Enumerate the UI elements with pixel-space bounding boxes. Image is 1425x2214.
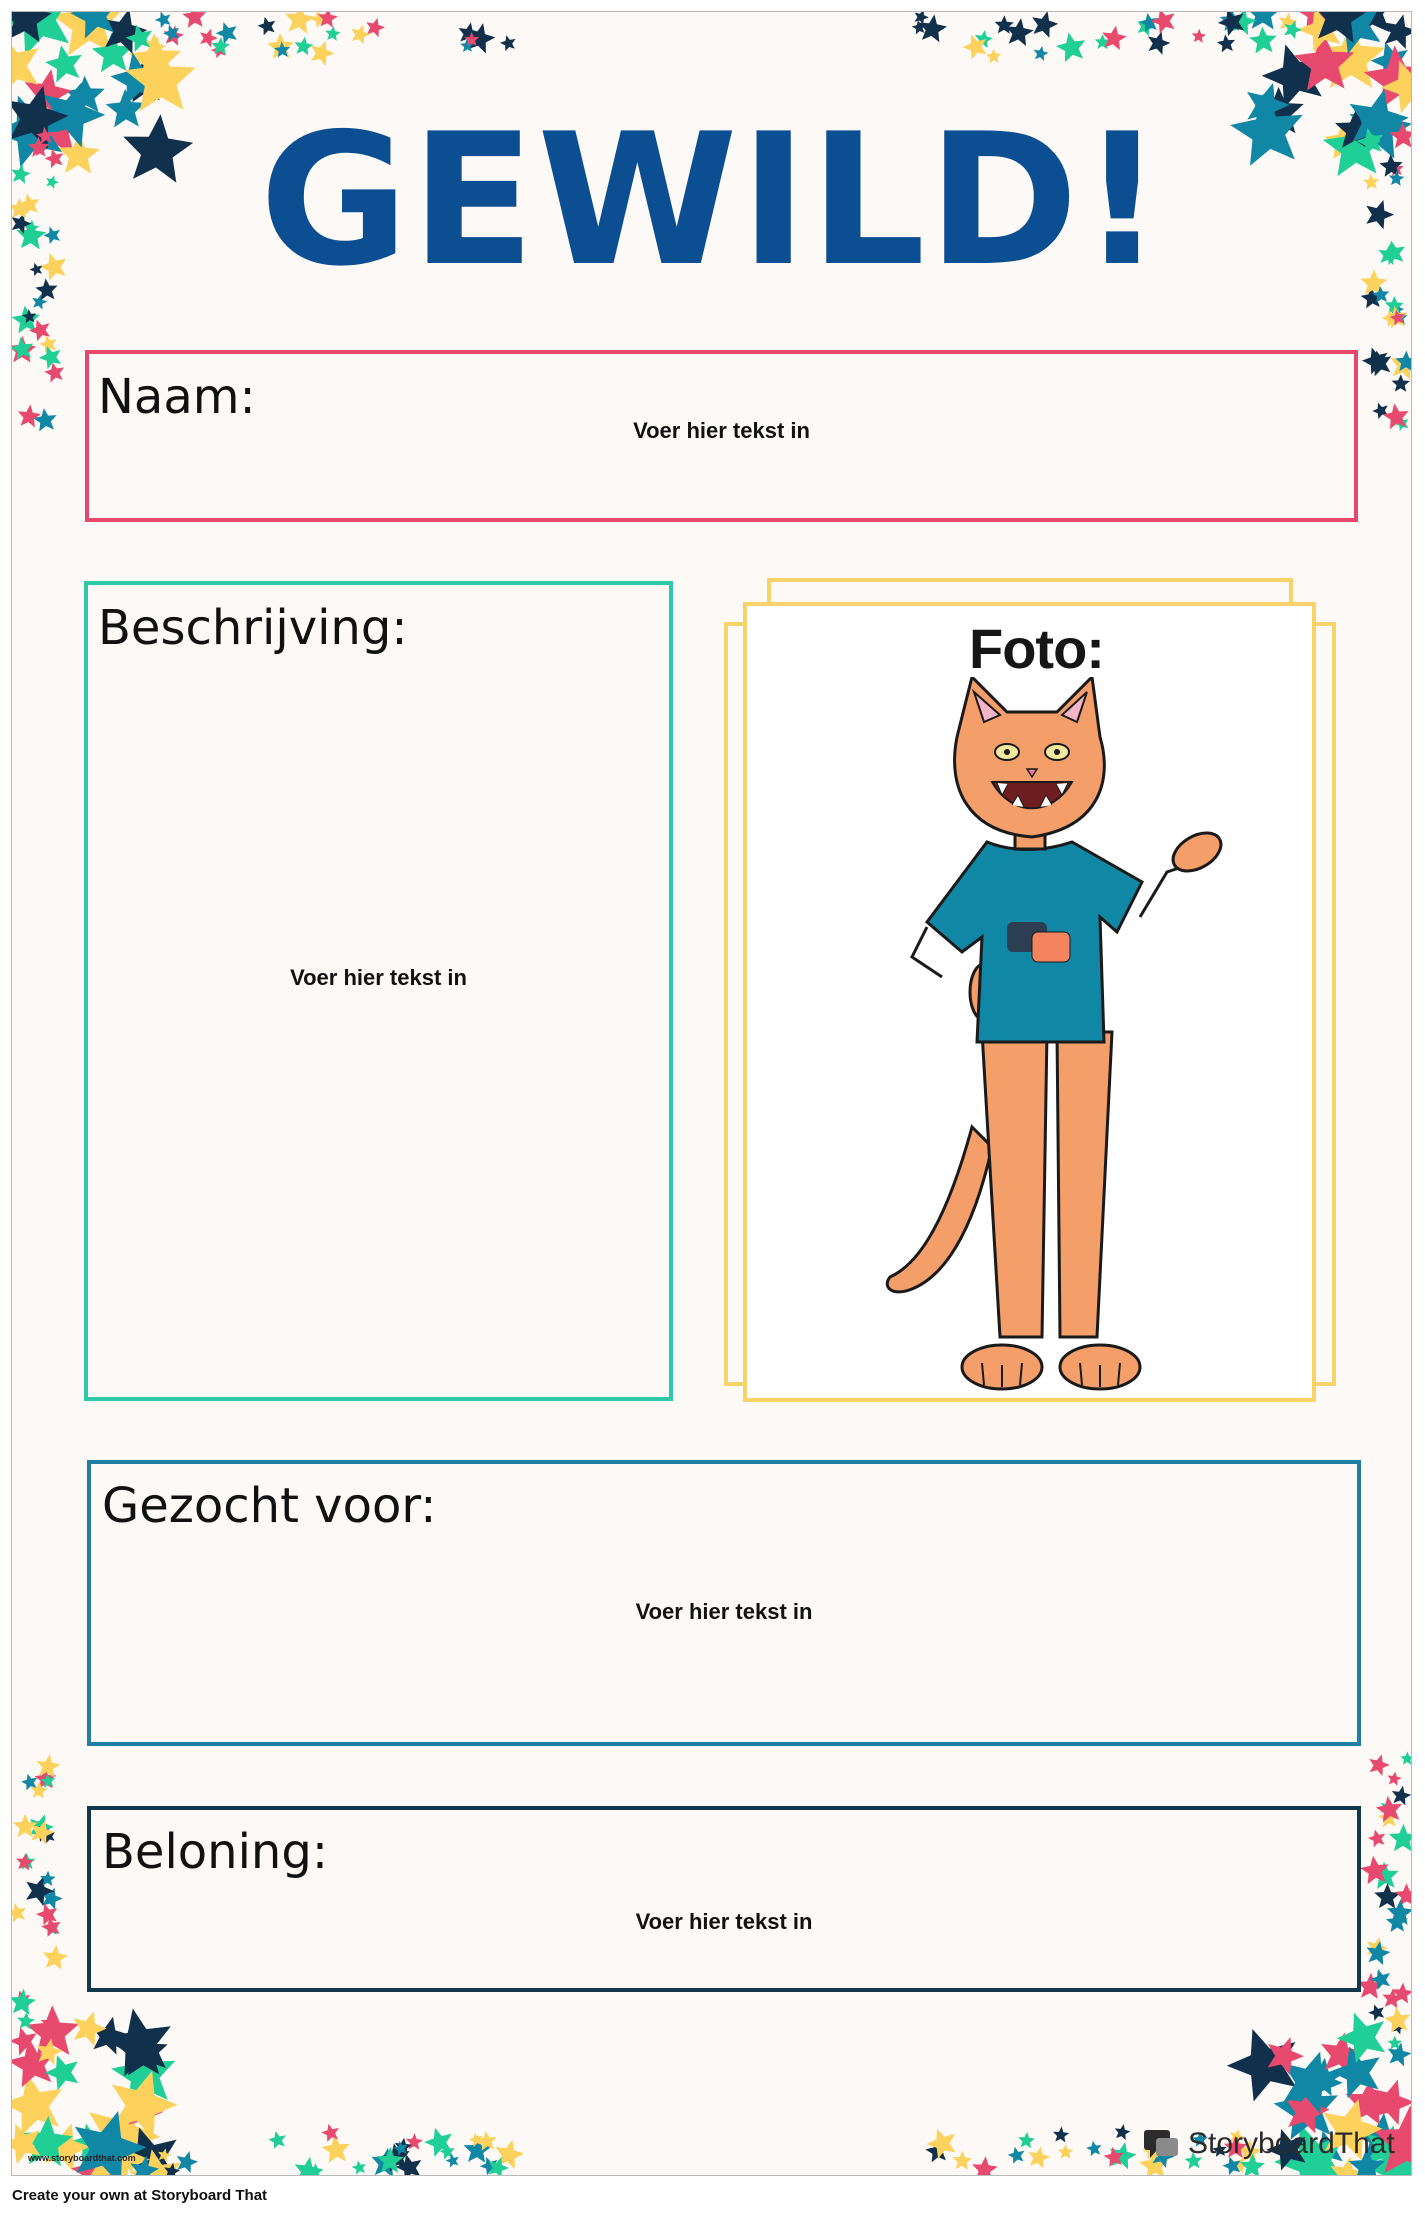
beloning-placeholder[interactable]: Voer hier tekst in bbox=[635, 1909, 813, 1934]
footer-credit[interactable]: Create your own at Storyboard That bbox=[12, 2187, 268, 2204]
foto-label: Foto: bbox=[969, 617, 1104, 680]
gezocht-label: Gezocht voor: bbox=[102, 1478, 437, 1534]
cat-leg-left bbox=[982, 1032, 1047, 1337]
beloning-label: Beloning: bbox=[102, 1824, 328, 1880]
poster-title: GEWILD! bbox=[259, 94, 1166, 306]
storyboardthat-logo-icon bbox=[1142, 2128, 1180, 2160]
naam-placeholder[interactable]: Voer hier tekst in bbox=[633, 418, 810, 443]
footer-url[interactable]: www.storyboardthat.com bbox=[28, 2153, 136, 2163]
wanted-poster bbox=[11, 11, 1412, 2176]
naam-label: Naam: bbox=[98, 369, 256, 425]
cat-hand-right bbox=[1166, 825, 1227, 879]
cat-arm-left bbox=[912, 927, 942, 977]
beschrijving-box[interactable] bbox=[84, 581, 673, 1401]
brand-logo[interactable] bbox=[1142, 2127, 1395, 2161]
beschrijving-placeholder[interactable]: Voer hier tekst in bbox=[290, 965, 467, 990]
beschrijving-label: Beschrijving: bbox=[98, 600, 408, 656]
cat-arm-right bbox=[1140, 867, 1182, 917]
cat-character bbox=[872, 677, 1232, 1397]
gezocht-placeholder[interactable]: Voer hier tekst in bbox=[635, 1599, 813, 1624]
brand-text: StoryboardThat bbox=[1188, 2127, 1395, 2160]
cat-tail bbox=[887, 1127, 992, 1292]
cat-leg-right bbox=[1057, 1032, 1112, 1337]
